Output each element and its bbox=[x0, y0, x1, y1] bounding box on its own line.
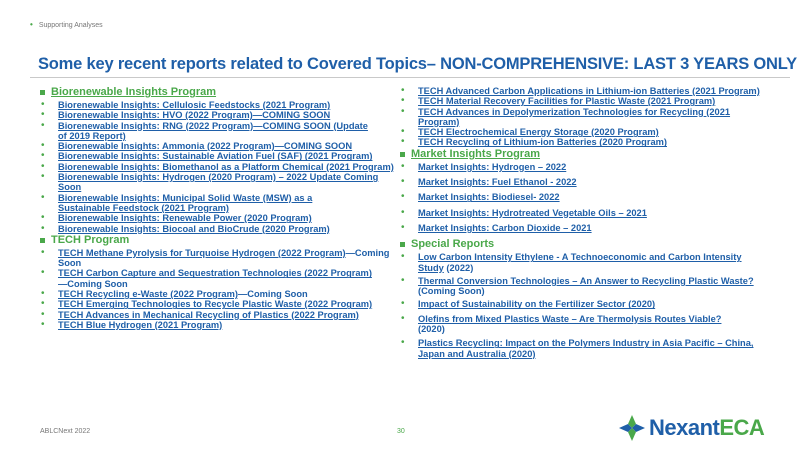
list-item bbox=[400, 96, 780, 106]
tech-list bbox=[40, 248, 400, 330]
report-link[interactable]: TECH Electrochemical Energy Storage (2020 Program) bbox=[418, 127, 659, 138]
bullet-icon: • bbox=[401, 221, 405, 233]
square-bullet-icon bbox=[40, 90, 45, 95]
report-link[interactable]: TECH Methane Pyrolysis for Turquoise Hydrogen (2022 Program) bbox=[58, 247, 346, 258]
report-link[interactable]: TECH Blue Hydrogen (2021 Program) bbox=[58, 319, 223, 330]
report-link[interactable]: Biorenewable Insights: HVO (2022 Program)—COMING SOON bbox=[58, 110, 331, 121]
title-divider bbox=[30, 77, 790, 78]
report-link[interactable]: Plastics Recycling: Impact on the Polymers Industry in Asia Pacific – China, Japan and Australia (2020) bbox=[418, 338, 754, 359]
list-item bbox=[40, 162, 400, 172]
report-link[interactable]: Thermal Conversion Technologies – An Answer to Recycling Plastic Waste? bbox=[418, 275, 754, 286]
list-item bbox=[400, 299, 780, 309]
bullet-icon: • bbox=[401, 251, 405, 263]
list-item bbox=[400, 137, 780, 147]
bullet-icon: • bbox=[41, 212, 45, 224]
bullet-icon: • bbox=[401, 312, 405, 324]
right-column bbox=[400, 86, 780, 359]
list-item bbox=[400, 86, 780, 96]
section-biorenewable bbox=[40, 86, 400, 99]
report-link[interactable]: TECH Material Recovery Facilities for Plastic Waste (2021 Program) bbox=[418, 96, 716, 107]
section-market bbox=[400, 148, 780, 161]
report-link[interactable]: Market Insights: Hydrotreated Vegetable Oils – 2021 bbox=[418, 207, 647, 218]
list-item bbox=[40, 299, 400, 309]
report-link[interactable]: TECH Advances in Mechanical Recycling of Plastics (2022 Program) bbox=[58, 309, 359, 320]
report-link[interactable]: Biorenewable Insights: Sustainable Aviation Fuel (SAF) (2021 Program) bbox=[58, 151, 373, 162]
list-item bbox=[400, 162, 780, 172]
report-link[interactable]: Low Carbon Intensity Ethylene - A Technoeconomic and Carbon Intensity Study bbox=[418, 252, 742, 273]
bullet-icon: • bbox=[41, 160, 45, 172]
bullet-icon: • bbox=[41, 246, 45, 258]
list-item bbox=[40, 248, 400, 269]
list-item bbox=[40, 172, 400, 193]
list-item bbox=[400, 107, 780, 128]
bullet-icon: • bbox=[41, 99, 45, 110]
report-link[interactable]: Market Insights: Biodiesel- 2022 bbox=[418, 192, 560, 203]
bullet-icon: • bbox=[401, 274, 405, 286]
report-link[interactable]: TECH Emerging Technologies to Recycle Plastic Waste (2022 Program) bbox=[58, 299, 373, 310]
bullet-icon: • bbox=[401, 191, 405, 203]
report-link[interactable]: Market Insights: Fuel Ethanol - 2022 bbox=[418, 177, 577, 188]
left-column bbox=[40, 86, 400, 330]
bullet-icon: • bbox=[41, 288, 45, 300]
square-bullet-icon bbox=[40, 238, 45, 243]
report-year: (2020) bbox=[418, 324, 445, 335]
bullet-icon: • bbox=[41, 298, 45, 310]
section-special bbox=[400, 238, 780, 251]
bullet-icon: • bbox=[401, 95, 405, 107]
report-link[interactable]: TECH Advances in Depolymerization Technologies for Recycling (2021 Program) bbox=[418, 106, 731, 127]
list-item bbox=[40, 100, 400, 110]
logo-mark-icon bbox=[617, 413, 647, 443]
bullet-icon: • bbox=[401, 176, 405, 188]
bullet-icon: • bbox=[401, 136, 405, 148]
list-item bbox=[400, 127, 780, 137]
section-heading-biorenewable[interactable]: Biorenewable Insights Program bbox=[51, 86, 217, 98]
bullet-icon: • bbox=[401, 126, 405, 138]
report-link[interactable]: TECH Carbon Capture and Sequestration Technologies (2022 Program) bbox=[58, 268, 372, 279]
bullet-icon: • bbox=[401, 206, 405, 218]
bullet-icon: • bbox=[41, 109, 45, 121]
report-link[interactable]: Biorenewable Insights: Cellulosic Feedstocks (2021 Program) bbox=[58, 100, 331, 110]
list-item bbox=[40, 268, 400, 289]
list-item bbox=[40, 110, 400, 120]
market-list bbox=[400, 162, 780, 233]
bullet-icon: • bbox=[41, 171, 45, 183]
report-link[interactable]: TECH Advanced Carbon Applications in Lithium-ion Batteries (2021 Program) bbox=[418, 86, 760, 96]
report-link[interactable]: Biorenewable Insights: Hydrogen (2020 Program) – 2022 Update Coming Soon bbox=[58, 172, 379, 193]
bullet-icon: • bbox=[30, 20, 33, 29]
list-item bbox=[400, 338, 780, 359]
bullet-icon: • bbox=[41, 222, 45, 234]
section-tech bbox=[40, 234, 400, 247]
nexanteca-logo bbox=[617, 412, 782, 444]
bullet-icon: • bbox=[41, 119, 45, 131]
biorenewable-list bbox=[40, 100, 400, 234]
list-item bbox=[400, 223, 780, 233]
list-item bbox=[40, 289, 400, 299]
report-link[interactable]: Biorenewable Insights: Municipal Solid Waste (MSW) as a Sustainable Feedstock (2021 Program) bbox=[58, 192, 313, 213]
list-item bbox=[400, 252, 780, 273]
list-item bbox=[40, 310, 400, 320]
report-link[interactable]: Biorenewable Insights: Biocoal and BioCrude (2020 Program) bbox=[58, 223, 330, 234]
square-bullet-icon bbox=[400, 242, 405, 247]
page-title: Some key recent reports related to Covered Topics– NON-COMPREHENSIVE: LAST 3 YEARS ONLY bbox=[38, 55, 797, 73]
bullet-icon: • bbox=[41, 267, 45, 279]
bullet-icon: • bbox=[401, 160, 405, 172]
bullet-icon: • bbox=[41, 140, 45, 152]
list-item bbox=[40, 224, 400, 234]
list-item bbox=[40, 213, 400, 223]
square-bullet-icon bbox=[400, 152, 405, 157]
list-item bbox=[40, 141, 400, 151]
tech-continued-list bbox=[400, 86, 780, 148]
list-item bbox=[400, 314, 780, 335]
report-link[interactable]: Biorenewable Insights: Ammonia (2022 Program)—COMING SOON bbox=[58, 141, 353, 152]
special-list bbox=[400, 252, 780, 359]
list-item bbox=[400, 192, 780, 202]
report-year: (Coming Soon) bbox=[418, 286, 485, 297]
report-link[interactable]: Market Insights: Carbon Dioxide – 2021 bbox=[418, 222, 592, 233]
bullet-icon: • bbox=[41, 318, 45, 330]
report-link[interactable]: Olefins from Mixed Plastics Waste – Are Thermolysis Routes Viable? bbox=[418, 313, 722, 324]
list-item bbox=[40, 151, 400, 161]
report-link[interactable]: Biorenewable Insights: Biomethanol as a Platform Chemical (2021 Program) bbox=[58, 161, 394, 172]
report-year: (2022) bbox=[443, 262, 474, 273]
report-status: —Coming Soon bbox=[58, 247, 390, 269]
logo-wordmark: NexantECA bbox=[649, 415, 765, 440]
report-link[interactable]: Impact of Sustainability on the Fertilizer Sector (2020) bbox=[418, 299, 656, 310]
bullet-icon: • bbox=[401, 105, 405, 117]
report-link[interactable]: TECH Recycling e-Waste (2022 Program) bbox=[58, 289, 238, 300]
bullet-icon: • bbox=[41, 191, 45, 203]
list-item bbox=[40, 320, 400, 330]
bullet-icon: • bbox=[41, 308, 45, 320]
list-item bbox=[40, 121, 400, 142]
report-link[interactable]: TECH Recycling of Lithium-ion Batteries (2020 Program) bbox=[418, 137, 667, 148]
report-status: —Coming Soon bbox=[58, 278, 128, 289]
bullet-icon: • bbox=[41, 150, 45, 162]
list-item bbox=[400, 208, 780, 218]
section-heading-tech: TECH Program bbox=[51, 233, 130, 246]
report-status: —Coming Soon bbox=[237, 289, 308, 300]
list-item bbox=[400, 276, 780, 297]
report-link[interactable]: Market Insights: Hydrogen – 2022 bbox=[418, 161, 567, 172]
breadcrumb: • Supporting Analyses bbox=[30, 20, 103, 29]
bullet-icon: • bbox=[401, 298, 405, 310]
bullet-icon: • bbox=[401, 85, 405, 96]
section-heading-market[interactable]: Market Insights Program bbox=[411, 147, 540, 160]
list-item bbox=[40, 193, 400, 214]
section-heading-special: Special Reports bbox=[411, 238, 495, 251]
page-number: 30 bbox=[397, 428, 405, 435]
report-link[interactable]: Biorenewable Insights: Renewable Power (2020 Program) bbox=[58, 213, 312, 224]
bullet-icon: • bbox=[401, 337, 405, 349]
list-item bbox=[400, 177, 780, 187]
report-link[interactable]: Biorenewable Insights: RNG (2022 Program)—COMING SOON (Update of 2019 Report) bbox=[58, 120, 368, 141]
footer-event-label: ABLCNext 2022 bbox=[40, 428, 91, 435]
